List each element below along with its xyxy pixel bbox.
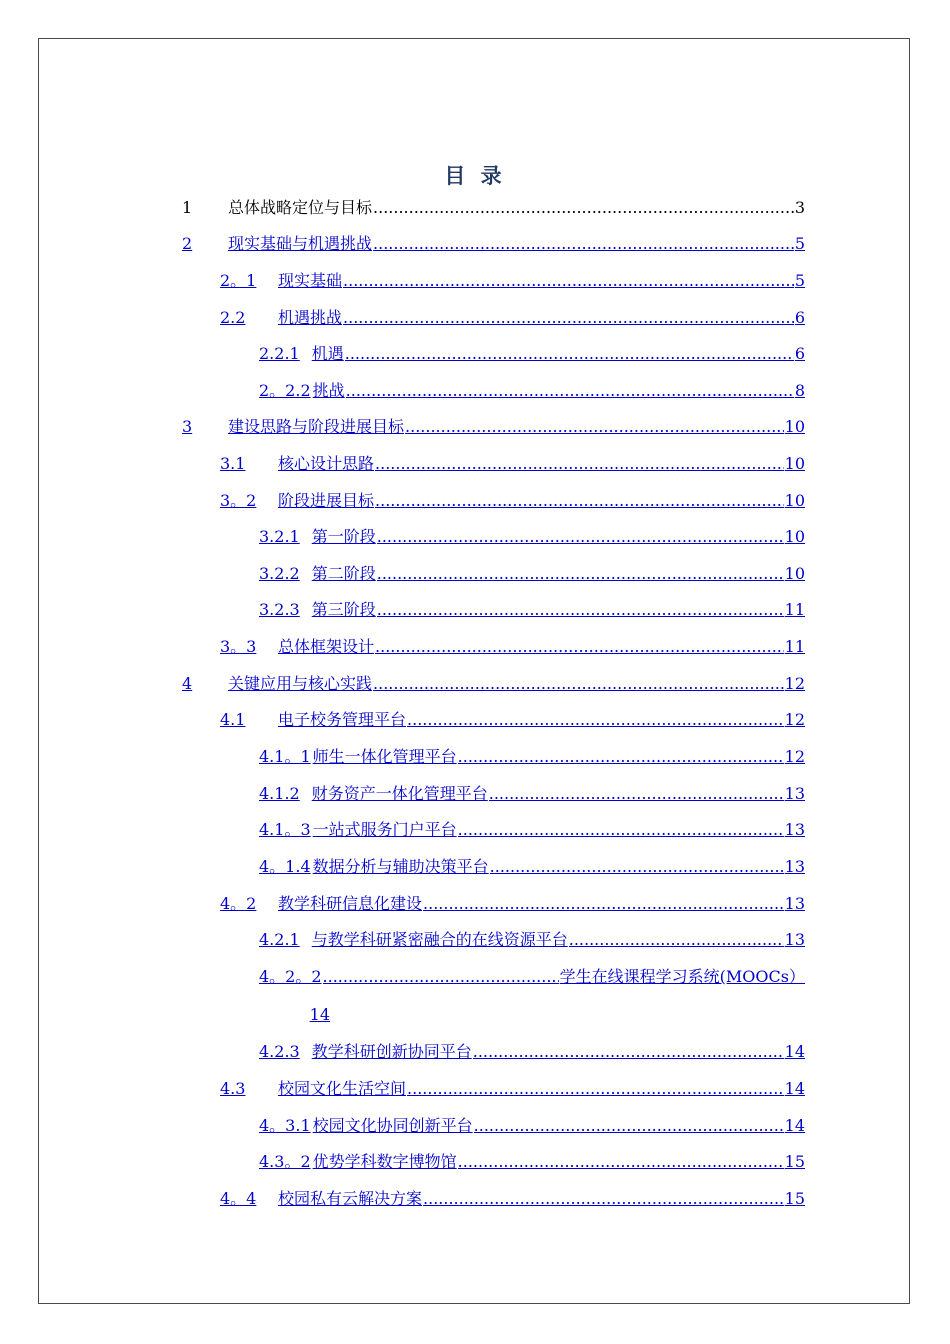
toc-link[interactable] <box>259 599 805 621</box>
toc-leader-dots <box>345 343 794 365</box>
toc-entry-label: 机遇挑战 <box>278 308 343 327</box>
toc-entry-page: 6 <box>794 344 805 363</box>
toc-leader-dots <box>569 929 784 951</box>
toc-entry-label: 总体战略定位与目标 <box>228 198 373 217</box>
toc-leader-dots <box>375 490 784 512</box>
toc-leader-dots <box>423 1188 784 1210</box>
toc-entry-number: 2.2.1 <box>259 344 300 363</box>
toc-leader-dots <box>375 453 784 475</box>
toc-link[interactable] <box>259 1115 805 1137</box>
toc-link[interactable] <box>259 819 805 841</box>
toc-link[interactable] <box>259 380 805 402</box>
toc-entry-page: 15 <box>784 1152 805 1171</box>
toc-entry-number: 1 <box>182 198 193 217</box>
toc-link[interactable] <box>259 526 805 548</box>
toc-entry-label: 核心设计思路 <box>278 454 375 473</box>
toc-entry-page: 15 <box>784 1189 805 1208</box>
toc-entry-page: 13 <box>784 857 805 876</box>
toc-title: 目 录 <box>444 164 506 188</box>
toc-leader-dots <box>473 1041 784 1063</box>
toc-entry-page: 3 <box>794 198 805 217</box>
toc-leader-dots <box>423 893 784 915</box>
toc-entry-number: 4。4 <box>220 1189 257 1208</box>
toc-link[interactable] <box>259 563 805 585</box>
toc-entry-number: 4.1。1 <box>259 747 311 766</box>
toc-entry-page: 14 <box>309 1005 330 1024</box>
toc-entry-number: 3.2.2 <box>259 564 300 583</box>
toc-link[interactable] <box>220 1078 805 1100</box>
toc-entry-page: 12 <box>784 710 805 729</box>
toc-link[interactable] <box>220 307 805 329</box>
toc-entry-label: 现实基础与机遇挑战 <box>228 234 373 253</box>
toc-leader-dots <box>377 599 784 621</box>
toc-entry-page: 14 <box>784 1079 805 1098</box>
toc-leader-dots <box>346 380 794 402</box>
toc-entry-label: 财务资产一体化管理平台 <box>311 784 488 803</box>
toc-entry-number: 4 <box>182 674 193 693</box>
toc-entry-number: 4。1.4 <box>259 857 311 876</box>
toc-entry-page: 12 <box>784 674 805 693</box>
toc-entry-label: 校园文化协同创新平台 <box>312 1116 473 1135</box>
toc-entry-page: 11 <box>784 600 805 619</box>
toc-leader-dots <box>377 563 784 585</box>
toc-entry-label: 建设思路与阶段进展目标 <box>228 417 405 436</box>
toc-link[interactable] <box>220 709 805 731</box>
toc-entry-label: 学生在线课程学习系统(MOOCs） <box>559 967 805 986</box>
toc-leader-dots <box>373 197 794 219</box>
toc-entry-number: 4.1。3 <box>259 820 311 839</box>
toc-entry-label: 优势学科数字博物馆 <box>312 1152 457 1171</box>
toc-link[interactable] <box>220 1188 805 1210</box>
toc-entry-page: 13 <box>784 820 805 839</box>
toc-link[interactable] <box>182 673 805 695</box>
toc-entry-label: 第一阶段 <box>311 527 376 546</box>
toc-link[interactable] <box>259 783 805 805</box>
toc-leader-dots <box>458 1151 784 1173</box>
toc-link[interactable] <box>259 929 805 951</box>
toc-leader-dots <box>489 783 784 805</box>
toc-entry-number: 4.3 <box>220 1079 246 1098</box>
toc-entry-number: 4.2.1 <box>259 930 300 949</box>
toc-entry-label: 总体框架设计 <box>278 637 375 656</box>
toc-entry-label: 一站式服务门户平台 <box>312 820 457 839</box>
toc-entry-number: 4。2 <box>220 894 257 913</box>
toc-leader-dots <box>407 1078 784 1100</box>
toc-link[interactable] <box>220 893 805 915</box>
toc-entry-label: 第三阶段 <box>311 600 376 619</box>
toc-entry-page: 13 <box>784 930 805 949</box>
toc-entry-page: 5 <box>794 234 805 253</box>
toc-link[interactable] <box>220 270 805 292</box>
toc-entry-number: 4。2。2 <box>259 967 322 986</box>
toc-entry-page: 10 <box>784 454 805 473</box>
toc-entry-number: 2 <box>182 234 193 253</box>
toc-entry-label: 校园文化生活空间 <box>278 1079 407 1098</box>
toc-entry-page: 6 <box>794 308 805 327</box>
toc-link[interactable] <box>259 856 805 878</box>
toc-entry-label: 与教学科研紧密融合的在线资源平台 <box>311 930 568 949</box>
toc-entry-page: 13 <box>784 894 805 913</box>
toc-link[interactable] <box>259 1151 805 1173</box>
toc-entry-line <box>259 966 805 988</box>
toc-link[interactable] <box>259 343 805 365</box>
toc-leader-dots <box>458 819 784 841</box>
toc-entry-number: 3.2.3 <box>259 600 300 619</box>
toc-link[interactable] <box>220 636 805 658</box>
toc-entry-label: 校园私有云解决方案 <box>278 1189 423 1208</box>
toc-link[interactable] <box>182 416 805 438</box>
toc-link[interactable] <box>259 1041 805 1063</box>
toc-entry[interactable] <box>182 197 805 219</box>
toc-leader-dots <box>323 966 559 988</box>
toc-entry-label: 师生一体化管理平台 <box>312 747 457 766</box>
toc-entry-label: 电子校务管理平台 <box>278 710 407 729</box>
toc-leader-dots <box>343 307 794 329</box>
toc-leader-dots <box>373 673 784 695</box>
toc-entry-number: 3.2.1 <box>259 527 300 546</box>
toc-entry-label: 现实基础 <box>278 271 343 290</box>
toc-entry-number: 2。2.2 <box>259 381 311 400</box>
toc-entry-number: 3.1 <box>220 454 246 473</box>
toc-leader-dots <box>474 1115 784 1137</box>
toc-entry-page: 10 <box>784 491 805 510</box>
toc-entry-page: 10 <box>784 527 805 546</box>
toc-entry-label: 第二阶段 <box>311 564 376 583</box>
toc-link-wrapped[interactable] <box>259 966 805 1024</box>
toc-entry-label: 机遇 <box>311 344 344 363</box>
toc-entry-page: 13 <box>784 784 805 803</box>
toc-leader-dots <box>375 636 784 658</box>
toc-entry-number: 3。3 <box>220 637 257 656</box>
toc-leader-dots <box>407 709 784 731</box>
toc-leader-dots <box>405 416 784 438</box>
toc-entry-page: 11 <box>784 637 805 656</box>
toc-link[interactable] <box>182 233 805 255</box>
toc-link[interactable] <box>220 453 805 475</box>
toc-entry-page: 12 <box>784 747 805 766</box>
toc-leader-dots <box>490 856 784 878</box>
toc-entry-number: 2。1 <box>220 271 257 290</box>
toc-leader-dots <box>458 746 784 768</box>
toc-entry-number: 4。3.1 <box>259 1116 311 1135</box>
toc-entry-page: 14 <box>784 1116 805 1135</box>
toc-entry-page: 14 <box>784 1042 805 1061</box>
toc-entry-number: 4.1.2 <box>259 784 300 803</box>
toc-entry-page: 8 <box>794 381 805 400</box>
toc-entry-label: 挑战 <box>312 381 345 400</box>
toc-entry-number: 4.2.3 <box>259 1042 300 1061</box>
toc-entry-number: 4.1 <box>220 710 246 729</box>
toc-entry-label: 数据分析与辅助决策平台 <box>312 857 489 876</box>
toc-entry-label: 教学科研创新协同平台 <box>311 1042 472 1061</box>
toc-leader-dots <box>377 526 784 548</box>
toc-entry-label: 关键应用与核心实践 <box>228 674 373 693</box>
toc-leader-dots <box>373 233 794 255</box>
toc-entry-page: 5 <box>794 271 805 290</box>
toc-entry-page: 10 <box>784 417 805 436</box>
toc-entry-label: 阶段进展目标 <box>278 491 375 510</box>
toc-link[interactable] <box>220 490 805 512</box>
toc-entry-number: 3 <box>182 417 193 436</box>
toc-entry-page: 10 <box>784 564 805 583</box>
toc-leader-dots <box>343 270 794 292</box>
toc-entry-number: 3。2 <box>220 491 257 510</box>
toc-entry-number: 2.2 <box>220 308 246 327</box>
toc-link[interactable] <box>259 746 805 768</box>
toc-entry-number: 4.3。2 <box>259 1152 311 1171</box>
toc-entry-label: 教学科研信息化建设 <box>278 894 423 913</box>
